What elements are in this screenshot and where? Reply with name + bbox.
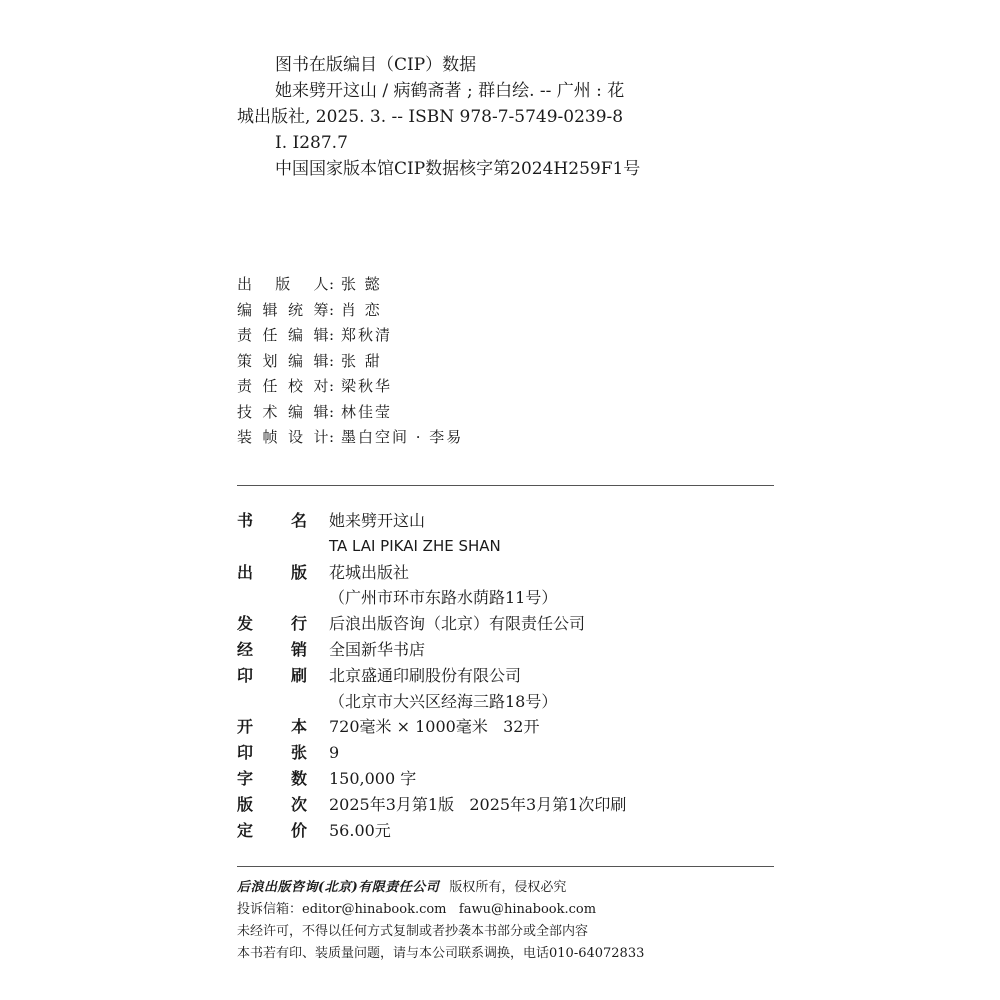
staff-row-publisher: 出版人 : 张 懿 [237, 272, 637, 298]
no-copy-notice: 未经许可，不得以任何方式复制或者抄袭本书部分或全部内容 [237, 924, 589, 939]
info-row-retail [237, 637, 777, 663]
book-title-pinyin: TA LAI PIKAI ZHE SHAN [329, 536, 501, 555]
info-row-edition [237, 792, 777, 818]
book-title: 她来劈开这山 [329, 511, 426, 530]
staff-row-editorial-coordinator: 编辑统筹 : 肖 恋 [237, 298, 637, 324]
staff-row-designer: 装帧设计 : 墨白空间 · 李易 [237, 425, 637, 451]
defects-notice: 本书若有印、装质量问题，请与本公司联系调换，电话010-64072833 [237, 946, 645, 961]
info-row-title [237, 508, 777, 534]
distributor: 后浪出版咨询（北京）有限责任公司 [329, 614, 586, 634]
staff-role: 责任编辑 [237, 326, 329, 344]
info-label: 印 刷 [237, 665, 307, 685]
info-label: 出 版 [237, 562, 307, 582]
info-row-publisher [237, 560, 777, 586]
staff-row-responsible-editor: 责任编辑 : 郑秋清 [237, 323, 637, 349]
staff-role: 策划编辑 [237, 351, 329, 370]
printer-address: （北京市大兴区经海三路18号） [329, 691, 558, 711]
cip-check-number: 中国国家版本馆CIP数据核字第2024H259F1号 [275, 159, 641, 179]
info-label: 发 行 [237, 614, 307, 634]
cip-entry-line1: 她来劈开这山 / 病鹤斋著 ; 群白绘. -- 广州 : 花 [275, 81, 625, 101]
cip-title: 图书在版编目（CIP）数据 [275, 55, 477, 75]
staff-role: 责任校对 [237, 377, 329, 395]
rights-notice: 版权所有，侵权必究 [449, 880, 567, 895]
info-row-sheets [237, 740, 777, 766]
staff-name: 张 懿 [341, 275, 382, 293]
info-label: 书 名 [237, 511, 307, 530]
info-row-price [237, 818, 777, 844]
staff-row-planning-editor: 策划编辑 : 张 甜 [237, 349, 637, 375]
retailer: 全国新华书店 [329, 639, 426, 659]
staff-role: 装帧设计 [237, 428, 329, 446]
word-count: 150,000 字 [329, 768, 417, 788]
divider-top [237, 485, 774, 486]
cip-classification: Ⅰ. I287.7 [275, 133, 348, 153]
book-format: 720毫米 × 1000毫米 32开 [329, 717, 540, 737]
footer [237, 877, 777, 965]
company-logo-text: 后浪出版咨询(北京)有限责任公司 [237, 880, 440, 895]
staff-name: 梁秋华 [341, 377, 393, 395]
info-row-distribution [237, 611, 777, 637]
publication-info [237, 508, 777, 843]
info-row-title-pinyin [237, 534, 777, 560]
info-row-publisher-address [237, 585, 777, 611]
staff-role: 技术编辑 [237, 402, 329, 421]
complaints-email: 投诉信箱：editor@hinabook.com fawu@hinabook.com [237, 902, 597, 917]
publisher-name: 花城出版社 [329, 562, 410, 582]
cip-entry-line2: 城出版社, 2025. 3. -- ISBN 978-7-5749-0239-8 [237, 107, 624, 127]
staff-name: 肖 恋 [341, 300, 382, 319]
edition-info: 2025年3月第1版 2025年3月第1次印刷 [329, 794, 627, 814]
staff-row-proofreader: 责任校对 : 梁秋华 [237, 374, 637, 400]
footer-rights-line [237, 877, 777, 899]
staff-row-technical-editor: 技术编辑 : 林佳莹 [237, 400, 637, 426]
staff-list [237, 272, 637, 451]
staff-name: 郑秋清 [341, 326, 393, 344]
print-sheets: 9 [329, 743, 340, 763]
info-label: 字 数 [237, 768, 307, 788]
divider-bottom [237, 866, 774, 867]
info-row-printing-address [237, 689, 777, 715]
info-label: 定 价 [237, 820, 307, 840]
staff-role: 出版人 [237, 275, 329, 293]
info-label: 经 销 [237, 639, 307, 659]
info-label: 开 本 [237, 717, 307, 737]
publisher-address: （广州市环市东路水荫路11号） [329, 588, 558, 608]
printer: 北京盛通印刷股份有限公司 [329, 665, 522, 685]
info-label: 版 次 [237, 794, 307, 814]
info-row-format [237, 714, 777, 740]
info-row-word-count [237, 766, 777, 792]
price: 56.00元 [329, 820, 391, 840]
cip-block [237, 52, 757, 182]
staff-name: 墨白空间 · 李易 [341, 428, 464, 446]
staff-role: 编辑统筹 [237, 300, 329, 319]
info-label: 印 张 [237, 743, 307, 763]
staff-name: 张 甜 [341, 351, 382, 370]
info-row-printing [237, 663, 777, 689]
staff-name: 林佳莹 [341, 402, 393, 421]
